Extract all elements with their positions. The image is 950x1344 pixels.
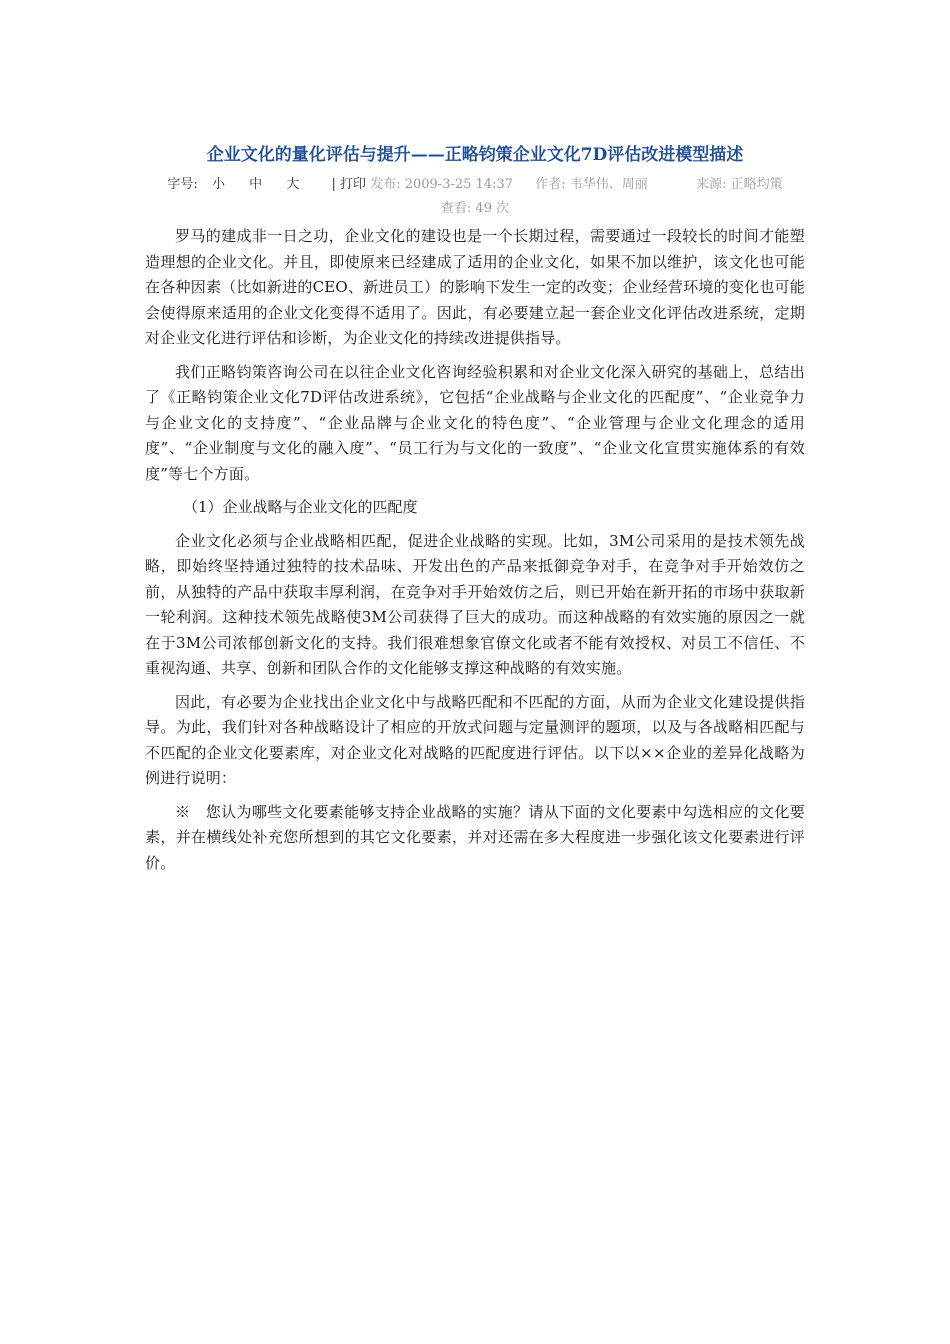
font-medium-button[interactable]: 中 <box>249 177 263 192</box>
source: 来源: 正略均策 <box>696 177 783 192</box>
section-heading: （1）企业战略与企业文化的匹配度 <box>183 498 418 516</box>
print-link[interactable]: | 打印 <box>331 177 367 192</box>
author: 作者: 韦华伟、周丽 <box>535 177 648 192</box>
publish-date: 发布: 2009-3-25 14:37 <box>370 177 513 192</box>
font-size-label: 字号: <box>167 177 198 192</box>
question-paragraph: ※ 您认为哪些文化要素能够支持企业战略的实施？请从下面的文化要素中勾选相应的文化要素，并在横线处补充您所想到的其它文化要素，并对还需在多大程度进一步强化该文化要素进行评价。 <box>145 802 805 872</box>
article <box>145 140 805 876</box>
font-small-button[interactable]: 小 <box>211 177 225 192</box>
paragraph: 企业文化必须与企业战略相匹配，促进企业战略的实现。比如，3M公司采用的是技术领先战略，即始终坚持通过独特的技术品味、开发出色的产品来抵御竞争对手，在竞争对手开始效仿之前，从独特的产品中获取丰厚利润，在竞争对手开始效仿之后，则已开始在新开拓的市场中获取新一轮利润。这种技术领先战略使3M公司获得了巨大的成功。而这种战略的有效实施的原因之一就在于3M公司浓郁创新文化的支持。我们很难想象官僚文化或者不能有效授权、对员工不信任、不重视沟通、共享、创新和团队合作的文化能够支撑这种战略的有效实施。 <box>145 531 805 677</box>
paragraph: 我们正略钧策咨询公司在以往企业文化咨询经验积累和对企业文化深入研究的基础上，总结出了《正略钧策企业文化7D评估改进系统》，它包括“企业战略与企业文化的匹配度”、“企业竞争力与企业文化的支持度”、“企业品牌与企业文化的特色度”、“企业管理与企业文化理念的适用度”、“企业制度与文化的融入度”、“员工行为与文化的一致度”、“企业文化宣贯实施体系的有效度”等七个方面。 <box>145 362 805 483</box>
article-title: 企业文化的量化评估与提升——正略钧策企业文化7D评估改进模型描述 <box>206 145 744 165</box>
font-large-button[interactable]: 大 <box>286 177 300 192</box>
view-count: 查看: 49 次 <box>440 201 510 216</box>
article-meta <box>145 172 805 198</box>
paragraph: 因此，有必要为企业找出企业文化中与战略匹配和不匹配的方面，从而为企业文化建设提供指导。为此，我们针对各种战略设计了相应的开放式问题与定量测评的题项，以及与各战略相匹配与不匹配的企业文化要素库，对企业文化对战略的匹配度进行评估。以下以××企业的差异化战略为例进行说明： <box>145 692 805 787</box>
paragraph: 罗马的建成非一日之功，企业文化的建设也是一个长期过程，需要通过一段较长的时间才能塑造理想的企业文化。并且，即使原来已经建成了适用的企业文化，如果不加以维护，该文化也可能在各种因素（比如新进的CEO、新进员工）的影响下发生一定的改变；企业经营环境的变化也可能会使得原来适用的企业文化变得不适用了。因此，有必要建立起一套企业文化评估改进系统，定期对企业文化进行评估和诊断，为企业文化的持续改进提供指导。 <box>145 227 805 347</box>
